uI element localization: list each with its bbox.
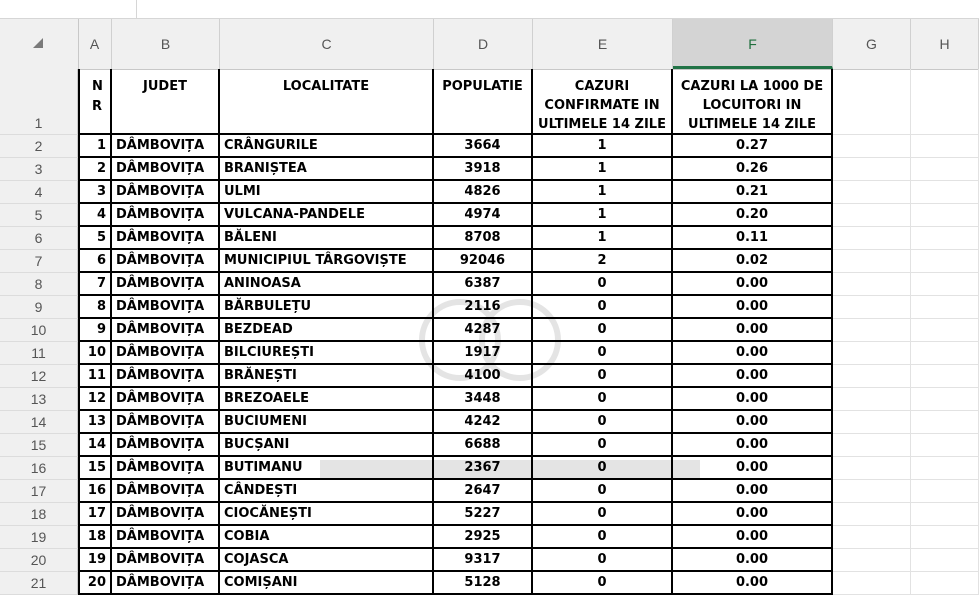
row-header[interactable]: 21: [0, 572, 78, 595]
empty-cell[interactable]: [833, 388, 911, 411]
cell-localitate[interactable]: ULMI: [220, 181, 434, 204]
cell-populatie[interactable]: 5227: [434, 503, 533, 526]
empty-cell[interactable]: [833, 319, 911, 342]
row-header[interactable]: 3: [0, 158, 78, 181]
column-header-d[interactable]: D: [434, 19, 533, 69]
cell-localitate[interactable]: CÂNDEȘTI: [220, 480, 434, 503]
cell-cazuri[interactable]: 1: [533, 158, 673, 181]
empty-cell[interactable]: [911, 296, 979, 319]
row-header[interactable]: 15: [0, 434, 78, 457]
cell-nr[interactable]: 13: [78, 411, 112, 434]
cell-populatie[interactable]: 6688: [434, 434, 533, 457]
column-header-a[interactable]: A: [78, 19, 112, 69]
header-cell-nr[interactable]: N R: [78, 69, 112, 135]
cell-rata[interactable]: 0.00: [673, 503, 833, 526]
empty-cell[interactable]: [833, 296, 911, 319]
cell-localitate[interactable]: COBIA: [220, 526, 434, 549]
cell-localitate[interactable]: BEZDEAD: [220, 319, 434, 342]
empty-cell[interactable]: [833, 227, 911, 250]
cell-nr[interactable]: 14: [78, 434, 112, 457]
cell-populatie[interactable]: 5128: [434, 572, 533, 595]
empty-cell[interactable]: [833, 457, 911, 480]
cell-localitate[interactable]: CIOCĂNEȘTI: [220, 503, 434, 526]
cell-localitate[interactable]: BRĂNEȘTI: [220, 365, 434, 388]
cell-localitate[interactable]: CRÂNGURILE: [220, 135, 434, 158]
cell-rata[interactable]: 0.00: [673, 457, 833, 480]
cell-nr[interactable]: 12: [78, 388, 112, 411]
row-header[interactable]: 18: [0, 503, 78, 526]
cell-cazuri[interactable]: 0: [533, 457, 673, 480]
cell-populatie[interactable]: 4974: [434, 204, 533, 227]
cell-populatie[interactable]: 2647: [434, 480, 533, 503]
cell-populatie[interactable]: 4287: [434, 319, 533, 342]
cell-judet[interactable]: DÂMBOVIȚA: [112, 342, 220, 365]
row-header[interactable]: 10: [0, 319, 78, 342]
row-header[interactable]: 8: [0, 273, 78, 296]
cell-rata[interactable]: 0.00: [673, 526, 833, 549]
cell-nr[interactable]: 1: [78, 135, 112, 158]
cell-cazuri[interactable]: 1: [533, 135, 673, 158]
cell-rata[interactable]: 0.00: [673, 342, 833, 365]
cell-nr[interactable]: 7: [78, 273, 112, 296]
cell-rata[interactable]: 0.00: [673, 572, 833, 595]
empty-cell[interactable]: [833, 273, 911, 296]
cell-cazuri[interactable]: 2: [533, 250, 673, 273]
cell-rata[interactable]: 0.26: [673, 158, 833, 181]
cell-cazuri[interactable]: 0: [533, 503, 673, 526]
cell-rata[interactable]: 0.11: [673, 227, 833, 250]
cell-cazuri[interactable]: 0: [533, 273, 673, 296]
cell-rata[interactable]: 0.00: [673, 411, 833, 434]
cell-nr[interactable]: 11: [78, 365, 112, 388]
cell-cazuri[interactable]: 0: [533, 342, 673, 365]
row-header[interactable]: 17: [0, 480, 78, 503]
empty-cell[interactable]: [833, 434, 911, 457]
row-header[interactable]: 12: [0, 365, 78, 388]
cell-nr[interactable]: 9: [78, 319, 112, 342]
empty-cell[interactable]: [833, 365, 911, 388]
empty-cell[interactable]: [833, 503, 911, 526]
cell-nr[interactable]: 5: [78, 227, 112, 250]
empty-cell[interactable]: [833, 181, 911, 204]
column-header-e[interactable]: E: [533, 19, 673, 69]
cell-rata[interactable]: 0.27: [673, 135, 833, 158]
cell-cazuri[interactable]: 0: [533, 388, 673, 411]
cell-populatie[interactable]: 3918: [434, 158, 533, 181]
empty-cell[interactable]: [833, 342, 911, 365]
cell-judet[interactable]: DÂMBOVIȚA: [112, 411, 220, 434]
cell-rata[interactable]: 0.00: [673, 296, 833, 319]
cell-judet[interactable]: DÂMBOVIȚA: [112, 526, 220, 549]
empty-cell[interactable]: [911, 250, 979, 273]
cell-rata[interactable]: 0.00: [673, 434, 833, 457]
cell-nr[interactable]: 10: [78, 342, 112, 365]
empty-cell[interactable]: [911, 365, 979, 388]
row-header[interactable]: 7: [0, 250, 78, 273]
cell-localitate[interactable]: COJASCA: [220, 549, 434, 572]
cell-rata[interactable]: 0.21: [673, 181, 833, 204]
cell-judet[interactable]: DÂMBOVIȚA: [112, 250, 220, 273]
cell-localitate[interactable]: BUCIUMENI: [220, 411, 434, 434]
cell-judet[interactable]: DÂMBOVIȚA: [112, 135, 220, 158]
row-header[interactable]: 19: [0, 526, 78, 549]
cell-judet[interactable]: DÂMBOVIȚA: [112, 480, 220, 503]
cell-nr[interactable]: 4: [78, 204, 112, 227]
cell-judet[interactable]: DÂMBOVIȚA: [112, 227, 220, 250]
empty-cell[interactable]: [833, 135, 911, 158]
column-header-f[interactable]: F: [673, 19, 833, 69]
cell-judet[interactable]: DÂMBOVIȚA: [112, 273, 220, 296]
cell-localitate[interactable]: BILCIUREȘTI: [220, 342, 434, 365]
empty-cell[interactable]: [833, 158, 911, 181]
header-cell-populatie[interactable]: POPULATIE: [434, 69, 533, 135]
cell-cazuri[interactable]: 0: [533, 365, 673, 388]
cell-nr[interactable]: 19: [78, 549, 112, 572]
cell-rata[interactable]: 0.00: [673, 549, 833, 572]
empty-cell[interactable]: [911, 434, 979, 457]
cell-judet[interactable]: DÂMBOVIȚA: [112, 158, 220, 181]
formula-bar: [0, 0, 979, 19]
cell-judet[interactable]: DÂMBOVIȚA: [112, 503, 220, 526]
cell-judet[interactable]: DÂMBOVIȚA: [112, 365, 220, 388]
cell-populatie[interactable]: 9317: [434, 549, 533, 572]
cell-nr[interactable]: 16: [78, 480, 112, 503]
cell-rata[interactable]: 0.00: [673, 388, 833, 411]
cell-cazuri[interactable]: 0: [533, 434, 673, 457]
cell-localitate[interactable]: BUTIMANU: [220, 457, 434, 480]
cell-judet[interactable]: DÂMBOVIȚA: [112, 572, 220, 595]
cell-populatie[interactable]: 2367: [434, 457, 533, 480]
empty-cell[interactable]: [833, 69, 911, 135]
header-cell-localitate[interactable]: LOCALITATE: [220, 69, 434, 135]
empty-cell[interactable]: [911, 411, 979, 434]
cell-cazuri[interactable]: 0: [533, 549, 673, 572]
cell-populatie[interactable]: 92046: [434, 250, 533, 273]
header-cell-rata[interactable]: CAZURI LA 1000 DE LOCUITORI IN ULTIMELE 14 ZILE: [673, 69, 833, 135]
empty-cell[interactable]: [911, 135, 979, 158]
row-header[interactable]: 14: [0, 411, 78, 434]
row-header[interactable]: 2: [0, 135, 78, 158]
empty-cell[interactable]: [911, 480, 979, 503]
row-header[interactable]: 9: [0, 296, 78, 319]
column-header-c[interactable]: C: [220, 19, 434, 69]
cell-nr[interactable]: 20: [78, 572, 112, 595]
cell-localitate[interactable]: BĂRBULEȚU: [220, 296, 434, 319]
cell-judet[interactable]: DÂMBOVIȚA: [112, 296, 220, 319]
empty-cell[interactable]: [911, 503, 979, 526]
cell-cazuri[interactable]: 1: [533, 204, 673, 227]
empty-cell[interactable]: [833, 549, 911, 572]
empty-cell[interactable]: [911, 69, 979, 135]
empty-cell[interactable]: [833, 250, 911, 273]
empty-cell[interactable]: [833, 411, 911, 434]
cell-nr[interactable]: 18: [78, 526, 112, 549]
row-header[interactable]: 11: [0, 342, 78, 365]
empty-cell[interactable]: [911, 273, 979, 296]
empty-cell[interactable]: [911, 572, 979, 595]
empty-cell[interactable]: [833, 204, 911, 227]
row-header[interactable]: 20: [0, 549, 78, 572]
cell-judet[interactable]: DÂMBOVIȚA: [112, 388, 220, 411]
cell-populatie[interactable]: 3448: [434, 388, 533, 411]
cell-judet[interactable]: DÂMBOVIȚA: [112, 457, 220, 480]
cell-nr[interactable]: 2: [78, 158, 112, 181]
cell-judet[interactable]: DÂMBOVIȚA: [112, 549, 220, 572]
row-header[interactable]: 6: [0, 227, 78, 250]
cell-nr[interactable]: 17: [78, 503, 112, 526]
header-cell-judet[interactable]: JUDET: [112, 69, 220, 135]
row-header[interactable]: 1: [0, 69, 78, 135]
row-header[interactable]: 13: [0, 388, 78, 411]
empty-cell[interactable]: [833, 526, 911, 549]
cell-cazuri[interactable]: 0: [533, 526, 673, 549]
cell-cazuri[interactable]: 0: [533, 411, 673, 434]
empty-cell[interactable]: [911, 526, 979, 549]
cell-cazuri[interactable]: 1: [533, 227, 673, 250]
empty-cell[interactable]: [911, 319, 979, 342]
cell-localitate[interactable]: ANINOASA: [220, 273, 434, 296]
column-header-b[interactable]: B: [112, 19, 220, 69]
cell-localitate[interactable]: BREZOAELE: [220, 388, 434, 411]
cell-populatie[interactable]: 4242: [434, 411, 533, 434]
cell-localitate[interactable]: BĂLENI: [220, 227, 434, 250]
column-header-g[interactable]: G: [833, 19, 911, 69]
empty-cell[interactable]: [911, 204, 979, 227]
row-header[interactable]: 5: [0, 204, 78, 227]
cell-populatie[interactable]: 4826: [434, 181, 533, 204]
select-all-button[interactable]: [0, 19, 79, 69]
cell-populatie[interactable]: 3664: [434, 135, 533, 158]
empty-cell[interactable]: [911, 227, 979, 250]
name-box[interactable]: [0, 0, 137, 18]
empty-cell[interactable]: [911, 158, 979, 181]
cell-localitate[interactable]: VULCANA-PANDELE: [220, 204, 434, 227]
select-all-triangle-icon: [33, 38, 43, 48]
empty-cell[interactable]: [911, 549, 979, 572]
cell-rata[interactable]: 0.00: [673, 365, 833, 388]
cell-localitate[interactable]: MUNICIPIUL TÂRGOVIȘTE: [220, 250, 434, 273]
cell-nr[interactable]: 6: [78, 250, 112, 273]
cell-rata[interactable]: 0.02: [673, 250, 833, 273]
cell-nr[interactable]: 3: [78, 181, 112, 204]
cell-rata[interactable]: 0.20: [673, 204, 833, 227]
cell-cazuri[interactable]: 0: [533, 480, 673, 503]
cell-cazuri[interactable]: 0: [533, 319, 673, 342]
cell-localitate[interactable]: BUCȘANI: [220, 434, 434, 457]
empty-cell[interactable]: [911, 388, 979, 411]
empty-cell[interactable]: [911, 342, 979, 365]
cell-populatie[interactable]: 6387: [434, 273, 533, 296]
cell-cazuri[interactable]: 0: [533, 296, 673, 319]
cell-populatie[interactable]: 8708: [434, 227, 533, 250]
column-header-h[interactable]: H: [911, 19, 979, 69]
cell-rata[interactable]: 0.00: [673, 480, 833, 503]
cell-cazuri[interactable]: 0: [533, 572, 673, 595]
cell-localitate[interactable]: COMIȘANI: [220, 572, 434, 595]
cell-populatie[interactable]: 4100: [434, 365, 533, 388]
cell-nr[interactable]: 8: [78, 296, 112, 319]
empty-cell[interactable]: [911, 181, 979, 204]
row-header[interactable]: 4: [0, 181, 78, 204]
cell-cazuri[interactable]: 1: [533, 181, 673, 204]
cell-populatie[interactable]: 2925: [434, 526, 533, 549]
empty-cell[interactable]: [911, 457, 979, 480]
column-header-row: [0, 19, 979, 70]
cell-populatie[interactable]: 2116: [434, 296, 533, 319]
row-header[interactable]: 16: [0, 457, 78, 480]
cell-judet[interactable]: DÂMBOVIȚA: [112, 434, 220, 457]
cell-nr[interactable]: 15: [78, 457, 112, 480]
cell-judet[interactable]: DÂMBOVIȚA: [112, 204, 220, 227]
empty-cell[interactable]: [833, 572, 911, 595]
cell-localitate[interactable]: BRANIȘTEA: [220, 158, 434, 181]
cell-judet[interactable]: DÂMBOVIȚA: [112, 319, 220, 342]
cell-rata[interactable]: 0.00: [673, 319, 833, 342]
cell-judet[interactable]: DÂMBOVIȚA: [112, 181, 220, 204]
cell-rata[interactable]: 0.00: [673, 273, 833, 296]
cell-populatie[interactable]: 1917: [434, 342, 533, 365]
header-cell-cazuri[interactable]: CAZURI CONFIRMATE IN ULTIMELE 14 ZILE: [533, 69, 673, 135]
empty-cell[interactable]: [833, 480, 911, 503]
